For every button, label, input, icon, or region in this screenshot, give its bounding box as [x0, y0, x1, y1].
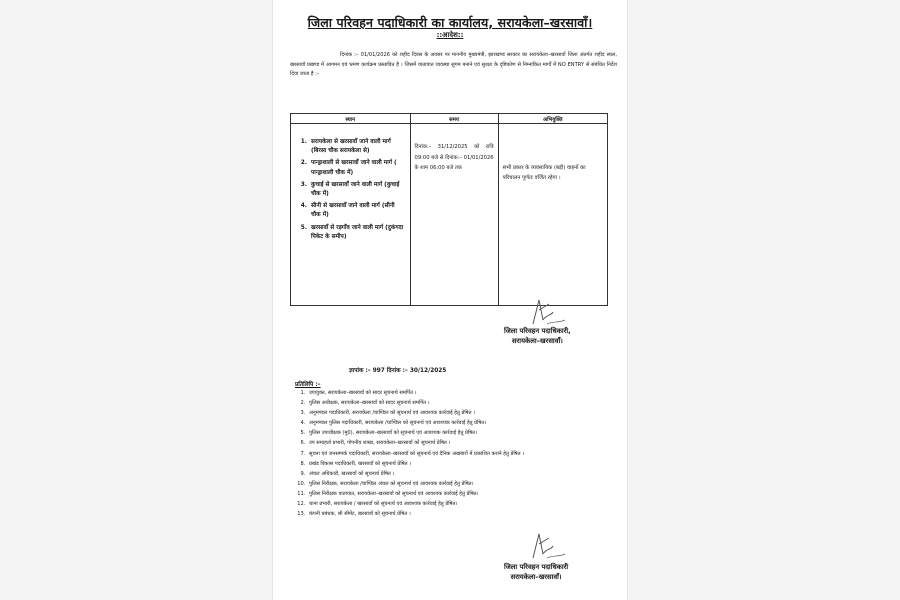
place-item: 2. पान्ड्राशाली से खरसावाँ जाने वाली मार्ग ( पान्ड्राशाली चौक में): [309, 159, 406, 177]
list-item: 12. थाना प्रभारी, सरायकेला / खरसावाँ को सूचनार्थ एवं आवश्यक कार्रवाई हेतु प्रेषित।: [307, 499, 629, 509]
table-header-row: [291, 114, 608, 124]
memo-number: ज्ञापांक :– 997 दिनांक :– 30/12/2025: [349, 368, 447, 374]
remark-cell: सभी प्रकार के व्यवसायिक (बड़ी) वाहनों का परिचालन पूर्णतः वर्जित रहेगा ।: [498, 124, 607, 306]
list-item: 10. पुलिस निरीक्षक, सरायकेला /चाण्डिल अंचल को सूचनार्थ एवं आवश्यक कार्रवाई हेतु प्रेषित।: [307, 479, 629, 489]
copies-list: [295, 388, 629, 519]
intro-paragraph: दिनांक :– 01/01/2026 को शहीद दिवस के अवसर पर माननीय मुख्यमंत्री, झारखण्ड सरकार का सरायकेला–खरसावाँ जिला अंतर्गत शहीद स्थल, खरसावाँ प्रखण्ड में आगमन एवं भ्रमण कार्यक्रम प्रस्तावित है । जिसमें यातायात व्यवस्था सुगम बनाने एवं सुरक्षा के दृष्टिकोण से निम्नांकित मार्गों में NO ENTRY से संबंधित निर्देश दिया जाता है :–: [290, 52, 617, 78]
place-item: 1. सरायकेला से खरसावाँ जाने वाली मार्ग (बिरसा चौक सरायकेला से): [309, 138, 406, 156]
list-item: 13. कंपनी प्रबंधक, श्री सीमेंट, खरसावाँ को सूचनार्थ प्रेषित ।: [307, 509, 629, 519]
signature-block: जिला परिवहन पदाधिकारी, सरायकेला–खरसावाँ।: [504, 327, 571, 345]
list-item: 3. अनुमण्डल पदाधिकारी, सरायकेला /चाण्डिल को सूचनार्थ एवं आवश्यक कार्रवाई हेतु प्रेषित ।: [307, 408, 629, 418]
places-cell: [291, 124, 411, 306]
document-page: [273, 0, 627, 600]
order-heading: ::आदेश::: [436, 31, 464, 39]
list-item: 4. अनुमण्डल पुलिस पदाधिकारी, सरायकेला /चाण्डिल को सूचनार्थ एवं आवश्यक कार्रवाई हेतु प्रेषित।: [307, 418, 629, 428]
table-row: [291, 124, 608, 306]
header-place: स्थान: [291, 114, 411, 124]
list-item: 7. सूचना एवं जनसम्पर्क पदाधिकारी, सरायकेला–खरसावाँ को सूचनार्थ एवं दैनिक अखबारों में प्रकाशित कराने हेतु प्रेषित ।: [307, 449, 629, 459]
header-remark: अभियुक्ति: [498, 114, 607, 124]
header-time: समय: [410, 114, 498, 124]
place-item: 3. कुचाई से खरसावाँ जाने वाली मार्ग (कुचाई चौक में): [309, 181, 406, 199]
place-item: 5. खरसावाँ से रड़गाँव जाने वाली मार्ग (दुकंगदा पिकेट के समीप): [309, 224, 406, 242]
signature-scribble-2: [523, 530, 573, 564]
list-item: 2. पुलिस अधीक्षक, सरायकेला–खरसावाँ को सादर सूचनार्थ समर्पित ।: [307, 398, 629, 408]
copies-heading: प्रतिलिपि :–: [295, 382, 321, 388]
list-item: 5. पुलिस उपाधीक्षक (मु0), सरायकेला–खरसावाँ को सूचनार्थ एवं आवश्यक कार्रवाई हेतु प्रेषित।: [307, 428, 629, 438]
list-item: 8. प्रखंड विकास पदाधिकारी, खरसावाँ को सूचनार्थ प्रेषित ।: [307, 459, 629, 469]
signature-scribble: [523, 294, 573, 330]
list-item: 1. उपायुक्त, सरायकेला–खरसावाँ को सादर सूचनार्थ समर्पित ।: [307, 388, 629, 398]
place-item: 4. सीनी से खरसावाँ जाने वाली मार्ग (सीनी चौक में): [309, 202, 406, 220]
list-item: 9. अंचल अधिकारी, खरसावाँ को सूचनार्थ प्रेषित ।: [307, 469, 629, 479]
time-cell: दिनांक:– 31/12/2025 को रात्रि 09:00 बजे से दिनांक:– 01/01/2026 के शाम 06:00 बजे तक: [410, 124, 498, 306]
list-item: 11. पुलिस निरीक्षक यातायात, सरायकेला–खरसावाँ को सूचनार्थ एवं आवश्यक कार्रवाई हेतु प्रेषित।: [307, 489, 629, 499]
office-title: जिला परिवहन पदाधिकारी का कार्यालय, सरायकेला–खरसावाँ।: [307, 15, 593, 30]
no-entry-table: [290, 113, 608, 306]
list-item: 6. उप समाहर्ता प्रभारी, गोपनीय शाखा, सरायकेला–खरसावाँ को सूचनार्थ प्रेषित ।: [307, 438, 629, 448]
signature-block-2: जिला परिवहन पदाधिकारी सरायकेला–खरसावाँ।: [504, 563, 569, 581]
